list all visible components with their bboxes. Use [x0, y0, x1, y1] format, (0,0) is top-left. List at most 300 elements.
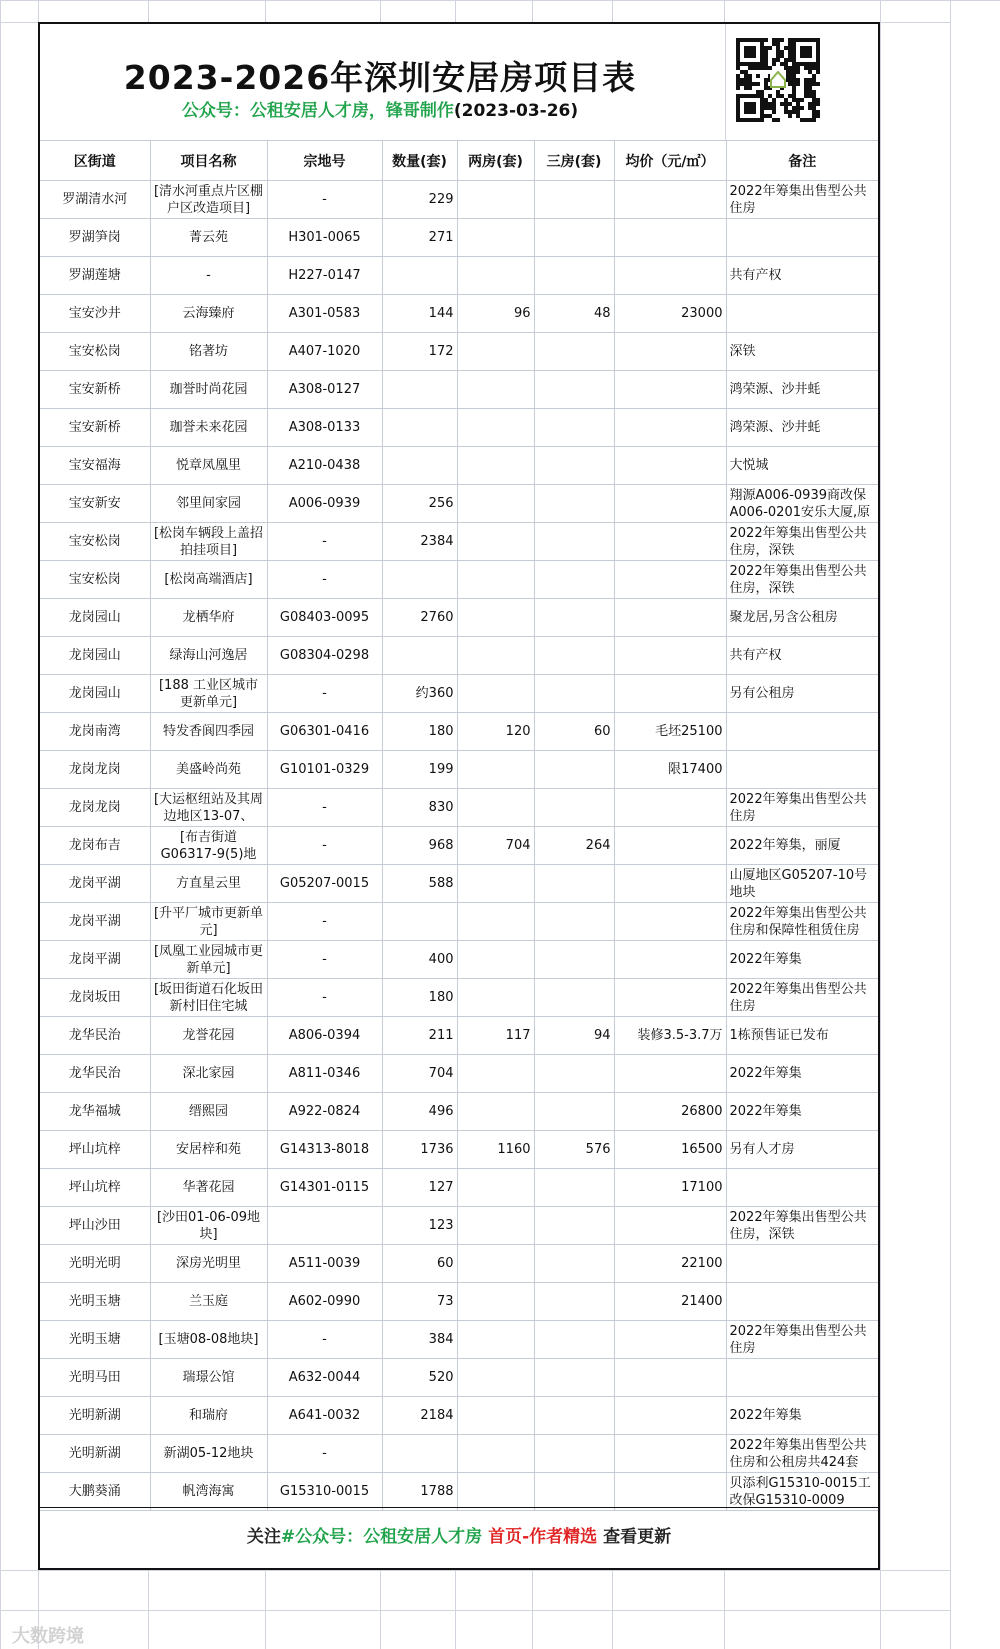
cell-notes — [726, 789, 878, 827]
cell-land-id — [267, 827, 382, 865]
cell-text: 瑞璟公馆 — [182, 1370, 235, 1385]
cell-project-name — [150, 827, 267, 865]
cell-three-bedroom — [534, 675, 614, 713]
cell-text: 2022年筹集出售型公共住房 — [729, 1323, 867, 1356]
cell-text: [玉塘08-08地块] — [158, 1332, 259, 1347]
cell-quantity — [382, 371, 457, 409]
cell-district — [40, 941, 150, 979]
cell-quantity — [382, 1435, 457, 1473]
cell-quantity — [382, 865, 457, 903]
cell-text: [升平厂城市更新单元] — [153, 905, 264, 938]
cell-text: 704 — [428, 1066, 454, 1081]
cell-quantity — [382, 599, 457, 637]
cell-notes — [726, 1245, 878, 1283]
cell-text: 400 — [428, 952, 454, 967]
table-row — [40, 789, 878, 827]
footer-account: #公众号：公租安居人才房 — [280, 1527, 483, 1547]
cell-land-id — [267, 1321, 382, 1359]
cell-three-bedroom — [534, 181, 614, 219]
cell-district — [40, 675, 150, 713]
cell-text: 384 — [428, 1332, 454, 1347]
cell-notes — [726, 333, 878, 371]
cell-land-id — [267, 1055, 382, 1093]
cell-project-name — [150, 1017, 267, 1055]
cell-three-bedroom — [534, 1283, 614, 1321]
cell-avg-price — [614, 1283, 726, 1321]
cell-text: 龙岗园山 — [68, 610, 121, 625]
cell-three-bedroom — [534, 1207, 614, 1245]
sheet-header — [40, 24, 878, 141]
cell-district — [40, 751, 150, 789]
cell-text: 2022年筹集出售型公共住房 — [729, 791, 867, 824]
cell-quantity — [382, 675, 457, 713]
cell-notes — [726, 371, 878, 409]
cell-three-bedroom — [534, 295, 614, 333]
cell-text: 深北家园 — [182, 1066, 235, 1081]
cell-land-id — [267, 1017, 382, 1055]
cell-three-bedroom — [534, 1321, 614, 1359]
cell-text: [布吉街道G06317-9(5)地 — [160, 829, 257, 862]
cell-project-name — [150, 941, 267, 979]
cell-land-id — [267, 485, 382, 523]
cell-text: 2184 — [420, 1408, 454, 1423]
cell-avg-price — [614, 485, 726, 523]
cell-text: 宝安松岗 — [68, 534, 121, 549]
cell-text: 铭著坊 — [188, 344, 228, 359]
cell-quantity — [382, 295, 457, 333]
cell-two-bedroom — [457, 903, 534, 941]
cell-notes — [726, 485, 878, 523]
cell-project-name — [150, 865, 267, 903]
cell-two-bedroom — [457, 1397, 534, 1435]
cell-quantity — [382, 257, 457, 295]
cell-text: 翔源A006-0939商改保A006-0201安乐大厦,原 — [729, 487, 871, 520]
cell-two-bedroom — [457, 1283, 534, 1321]
table-row — [40, 333, 878, 371]
cell-text: 特发香阆四季园 — [162, 724, 254, 739]
cell-notes — [726, 181, 878, 219]
cell-avg-price — [614, 447, 726, 485]
table-row — [40, 903, 878, 941]
divider — [725, 24, 726, 140]
cell-text: 龙岗龙岗 — [68, 800, 121, 815]
cell-text: 496 — [428, 1104, 454, 1119]
cell-quantity — [382, 561, 457, 599]
cell-land-id — [267, 599, 382, 637]
cell-text: 限17400 — [668, 762, 723, 777]
cell-notes — [726, 409, 878, 447]
cell-notes — [726, 979, 878, 1017]
cell-two-bedroom — [457, 713, 534, 751]
cell-text: 约360 — [415, 686, 454, 701]
cell-project-name — [150, 447, 267, 485]
cell-text: 大悦城 — [729, 458, 769, 473]
table-row — [40, 675, 878, 713]
cell-text: 172 — [428, 344, 454, 359]
cell-text: 2022年筹集出售型公共住房，深铁 — [729, 1209, 867, 1242]
cell-district — [40, 979, 150, 1017]
cell-two-bedroom — [457, 295, 534, 333]
table-row — [40, 219, 878, 257]
cell-three-bedroom — [534, 1169, 614, 1207]
cell-land-id — [267, 865, 382, 903]
table-row — [40, 371, 878, 409]
cell-text: 211 — [428, 1028, 454, 1043]
cell-district — [40, 1435, 150, 1473]
cell-quantity — [382, 789, 457, 827]
cell-three-bedroom — [534, 447, 614, 485]
cell-project-name — [150, 1207, 267, 1245]
cell-three-bedroom — [534, 257, 614, 295]
cell-text: 1788 — [420, 1484, 454, 1499]
cell-three-bedroom — [534, 751, 614, 789]
cell-land-id — [267, 789, 382, 827]
cell-quantity — [382, 1321, 457, 1359]
cell-text: 龙誉花园 — [182, 1028, 235, 1043]
cell-text: 龙华民治 — [68, 1066, 121, 1081]
cell-text: [松岗高端酒店] — [164, 572, 253, 587]
cell-district — [40, 1207, 150, 1245]
cell-land-id — [267, 1435, 382, 1473]
cell-text: 菁云苑 — [188, 230, 228, 245]
cell-text: G15310-0015 — [279, 1484, 370, 1499]
cell-text: 龙栖华府 — [182, 610, 235, 625]
cell-land-id — [267, 1473, 382, 1511]
table-row — [40, 1207, 878, 1245]
cell-quantity — [382, 1093, 457, 1131]
cell-project-name — [150, 523, 267, 561]
cell-avg-price — [614, 941, 726, 979]
cell-avg-price — [614, 1017, 726, 1055]
cell-two-bedroom — [457, 751, 534, 789]
cell-avg-price — [614, 751, 726, 789]
cell-text: - — [322, 952, 327, 967]
cell-text: 229 — [428, 192, 454, 207]
cell-avg-price — [614, 523, 726, 561]
cell-notes — [726, 1131, 878, 1169]
cell-text: 装修3.5-3.7万 — [637, 1028, 723, 1043]
cell-text: 龙岗布吉 — [68, 838, 121, 853]
cell-text: 美盛岭尚苑 — [175, 762, 241, 777]
cell-two-bedroom — [457, 789, 534, 827]
cell-district — [40, 1017, 150, 1055]
cell-text: 2022年筹集出售型公共住房，深铁 — [729, 525, 867, 558]
cell-land-id — [267, 1283, 382, 1321]
cell-text: 2022年筹集 — [729, 1104, 802, 1119]
cell-two-bedroom — [457, 827, 534, 865]
cell-text: 127 — [428, 1180, 454, 1195]
cell-district — [40, 409, 150, 447]
cell-text: - — [322, 686, 327, 701]
subtitle-account: 公众号：公租安居人才房，锋哥制作 — [181, 101, 454, 121]
cell-district — [40, 371, 150, 409]
table-row — [40, 1055, 878, 1093]
cell-two-bedroom — [457, 1017, 534, 1055]
cell-text: 588 — [428, 876, 454, 891]
cell-quantity — [382, 409, 457, 447]
cell-land-id — [267, 409, 382, 447]
cell-notes — [726, 257, 878, 295]
cell-text: 山厦地区G05207-10号地块 — [729, 867, 868, 900]
cell-two-bedroom — [457, 1055, 534, 1093]
cell-text: 96 — [513, 306, 531, 321]
table-row — [40, 1169, 878, 1207]
cell-quantity — [382, 1397, 457, 1435]
cell-notes — [726, 1321, 878, 1359]
cell-land-id — [267, 257, 382, 295]
cell-two-bedroom — [457, 219, 534, 257]
cell-two-bedroom — [457, 257, 534, 295]
cell-text: H227-0147 — [288, 268, 361, 283]
cell-district — [40, 713, 150, 751]
cell-notes — [726, 1093, 878, 1131]
cell-text: A806-0394 — [288, 1028, 361, 1043]
cell-text: 光明新湖 — [68, 1446, 121, 1461]
cell-two-bedroom — [457, 675, 534, 713]
table-row — [40, 447, 878, 485]
cell-project-name — [150, 675, 267, 713]
cell-text: 180 — [428, 990, 454, 1005]
cell-land-id — [267, 371, 382, 409]
cell-district — [40, 1055, 150, 1093]
cell-land-id — [267, 1245, 382, 1283]
cell-text: 2022年筹集出售型公共住房和保障性租赁住房 — [729, 905, 867, 938]
cell-text: H301-0065 — [288, 230, 361, 245]
cell-project-name — [150, 561, 267, 599]
cell-quantity — [382, 1055, 457, 1093]
cell-text: 绿海山河逸居 — [169, 648, 248, 663]
cell-two-bedroom — [457, 409, 534, 447]
cell-text: G05207-0015 — [279, 876, 370, 891]
cell-notes — [726, 219, 878, 257]
cell-district — [40, 1131, 150, 1169]
cell-text: 830 — [428, 800, 454, 815]
table-row — [40, 1321, 878, 1359]
cell-text: 新湖05-12地块 — [163, 1446, 254, 1461]
cell-three-bedroom — [534, 903, 614, 941]
cell-two-bedroom — [457, 561, 534, 599]
cell-district — [40, 789, 150, 827]
cell-three-bedroom — [534, 941, 614, 979]
cell-notes — [726, 561, 878, 599]
cell-text: 云海臻府 — [182, 306, 235, 321]
cell-text: 共有产权 — [729, 268, 782, 283]
cell-notes — [726, 1169, 878, 1207]
table-row — [40, 865, 878, 903]
cell-text: [凤凰工业园城市更新单元] — [153, 943, 264, 976]
column-header-project-name: 项目名称 — [150, 141, 267, 181]
cell-text: A308-0133 — [288, 420, 361, 435]
cell-text: 1160 — [497, 1142, 531, 1157]
cell-quantity — [382, 1207, 457, 1245]
cell-district — [40, 637, 150, 675]
cell-project-name — [150, 1093, 267, 1131]
cell-text: 贝添利G15310-0015工改保G15310-0009 — [729, 1475, 871, 1508]
table-row — [40, 1245, 878, 1283]
cell-quantity — [382, 1283, 457, 1321]
cell-two-bedroom — [457, 447, 534, 485]
cell-text: 珈誉时尚花园 — [169, 382, 248, 397]
cell-text: A641-0032 — [288, 1408, 361, 1423]
cell-project-name — [150, 1131, 267, 1169]
cell-text: G14313-8018 — [279, 1142, 370, 1157]
cell-three-bedroom — [534, 1131, 614, 1169]
cell-two-bedroom — [457, 181, 534, 219]
cell-avg-price — [614, 371, 726, 409]
cell-project-name — [150, 181, 267, 219]
cell-text: 48 — [593, 306, 611, 321]
cell-notes — [726, 523, 878, 561]
cell-text: - — [206, 268, 211, 283]
cell-land-id — [267, 1093, 382, 1131]
cell-quantity — [382, 751, 457, 789]
table-row — [40, 941, 878, 979]
table-row — [40, 1131, 878, 1169]
cell-notes — [726, 1473, 878, 1511]
cell-two-bedroom — [457, 485, 534, 523]
cell-avg-price — [614, 1131, 726, 1169]
cell-two-bedroom — [457, 941, 534, 979]
cell-avg-price — [614, 599, 726, 637]
cell-text: 悦章凤凰里 — [175, 458, 241, 473]
cell-avg-price — [614, 333, 726, 371]
cell-quantity — [382, 1169, 457, 1207]
footer-check-updates: 查看更新 — [603, 1527, 672, 1547]
cell-text: - — [322, 838, 327, 853]
cell-notes — [726, 295, 878, 333]
cell-two-bedroom — [457, 1207, 534, 1245]
cell-project-name — [150, 903, 267, 941]
cell-text: 520 — [428, 1370, 454, 1385]
cell-text: 16500 — [681, 1142, 723, 1157]
cell-text: 180 — [428, 724, 454, 739]
cell-text: 宝安沙井 — [68, 306, 121, 321]
cell-two-bedroom — [457, 637, 534, 675]
cell-project-name — [150, 1473, 267, 1511]
cell-text: 龙岗龙岗 — [68, 762, 121, 777]
cell-three-bedroom — [534, 561, 614, 599]
cell-project-name — [150, 979, 267, 1017]
cell-land-id — [267, 523, 382, 561]
cell-district — [40, 827, 150, 865]
cell-text: 199 — [428, 762, 454, 777]
cell-avg-price — [614, 637, 726, 675]
cell-text: 宝安松岗 — [68, 344, 121, 359]
cell-text: A407-1020 — [288, 344, 361, 359]
cell-text: 1栋预售证已发布 — [729, 1028, 829, 1043]
cell-text: 2022年筹集 — [729, 1408, 802, 1423]
project-table — [40, 140, 878, 1511]
cell-three-bedroom — [534, 1093, 614, 1131]
cell-avg-price — [614, 1055, 726, 1093]
cell-quantity — [382, 1245, 457, 1283]
cell-text: 123 — [428, 1218, 454, 1233]
column-header-avg-price: 均价（元/㎡） — [614, 141, 726, 181]
cell-three-bedroom — [534, 409, 614, 447]
table-row — [40, 485, 878, 523]
cell-text: - — [322, 192, 327, 207]
cell-text: 另有人才房 — [729, 1142, 795, 1157]
cell-avg-price — [614, 1207, 726, 1245]
cell-land-id — [267, 447, 382, 485]
cell-quantity — [382, 447, 457, 485]
watermark: 大数跨境 — [12, 1626, 84, 1647]
cell-district — [40, 1169, 150, 1207]
cell-three-bedroom — [534, 865, 614, 903]
cell-project-name — [150, 599, 267, 637]
cell-avg-price — [614, 903, 726, 941]
cell-text: 大鹏葵涌 — [68, 1484, 121, 1499]
cell-text: 271 — [428, 230, 454, 245]
cell-district — [40, 1321, 150, 1359]
cell-project-name — [150, 371, 267, 409]
subtitle — [100, 96, 660, 121]
cell-notes — [726, 675, 878, 713]
table-row — [40, 979, 878, 1017]
cell-text: 宝安新安 — [68, 496, 121, 511]
cell-text: - — [322, 1446, 327, 1461]
cell-district — [40, 865, 150, 903]
cell-district — [40, 219, 150, 257]
cell-text: 2022年筹集出售型公共住房 — [729, 981, 867, 1014]
cell-land-id — [267, 675, 382, 713]
subtitle-date: (2023-03-26) — [453, 101, 579, 121]
cell-text: 鸿荣源、沙井蚝 — [729, 382, 821, 397]
cell-notes — [726, 1435, 878, 1473]
cell-land-id — [267, 219, 382, 257]
cell-text: 龙华民治 — [68, 1028, 121, 1043]
cell-district — [40, 485, 150, 523]
cell-text: 23000 — [681, 306, 723, 321]
cell-text: 兰玉庭 — [188, 1294, 228, 1309]
cell-avg-price — [614, 1435, 726, 1473]
cell-notes — [726, 599, 878, 637]
cell-district — [40, 1245, 150, 1283]
table-row — [40, 295, 878, 333]
cell-text: 深房光明里 — [175, 1256, 241, 1271]
cell-two-bedroom — [457, 523, 534, 561]
cell-district — [40, 181, 150, 219]
cell-text: G14301-0115 — [279, 1180, 370, 1195]
cell-land-id — [267, 1131, 382, 1169]
footer-banner — [40, 1507, 878, 1568]
cell-notes — [726, 865, 878, 903]
cell-project-name — [150, 713, 267, 751]
cell-text: - — [322, 914, 327, 929]
table-row — [40, 1435, 878, 1473]
cell-notes — [726, 1359, 878, 1397]
cell-three-bedroom — [534, 789, 614, 827]
cell-text: A602-0990 — [288, 1294, 361, 1309]
cell-text: - — [322, 800, 327, 815]
footer-follow: 关注 — [246, 1527, 281, 1547]
cell-project-name — [150, 637, 267, 675]
cell-avg-price — [614, 675, 726, 713]
cell-quantity — [382, 903, 457, 941]
cell-quantity — [382, 941, 457, 979]
cell-notes — [726, 827, 878, 865]
cell-text: 聚龙居,另含公租房 — [729, 610, 838, 625]
cell-land-id — [267, 333, 382, 371]
cell-project-name — [150, 295, 267, 333]
cell-text: G06301-0416 — [279, 724, 370, 739]
table-row — [40, 751, 878, 789]
cell-quantity — [382, 181, 457, 219]
footer-menu-path: 首页-作者精选 — [482, 1527, 604, 1547]
cell-district — [40, 333, 150, 371]
cell-text: 光明光明 — [68, 1256, 121, 1271]
cell-avg-price — [614, 181, 726, 219]
